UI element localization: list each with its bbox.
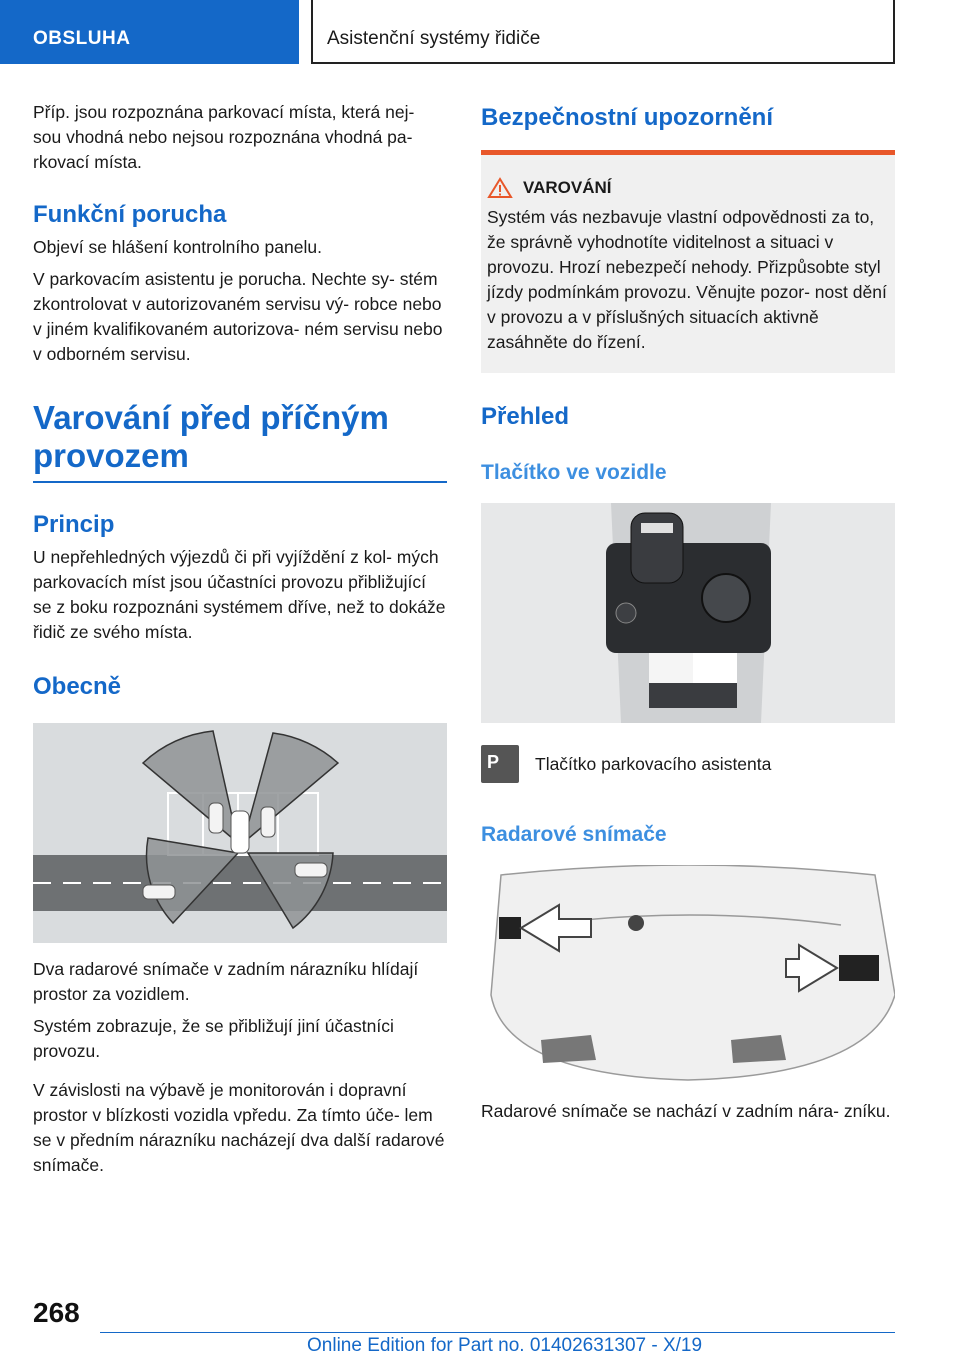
section-label: OBSLUHA <box>33 28 131 49</box>
general-heading: Obecně <box>33 673 122 700</box>
console-svg <box>481 503 895 723</box>
radar-sensor-photo <box>481 865 895 1085</box>
cross-traffic-illustration <box>33 723 447 943</box>
principle-heading: Princip <box>33 511 115 538</box>
button-caption: Tlačítko parkovacího asistenta <box>535 753 772 774</box>
fault-paragraph-1: Objeví se hlášení kontrolního panelu. <box>33 237 322 257</box>
button-legend <box>481 745 895 783</box>
radar-caption: Radarové snímače se nachází v zadním nára- zníku. <box>481 1101 891 1121</box>
fault-paragraph-2: V parkovacím asistentu je porucha. Nechte sy- stém zkontrolovat v autorizovaném servisu vý- robce nebo v jiném kvalifikovaném autorizova- ném servisu nebo v odborném servisu. <box>33 269 443 364</box>
general-paragraph-2: Systém zobrazuje, že se přibližují jiní účastníci provozu. <box>33 1016 394 1061</box>
page-number: 268 <box>33 1297 80 1328</box>
button-heading: Tlačítko ve vozidle <box>481 461 667 484</box>
cross-traffic-svg <box>33 723 447 943</box>
heading-rule <box>33 481 447 483</box>
parking-assistant-icon: P <box>481 745 519 783</box>
right-column <box>481 100 895 1131</box>
principle-paragraph: U nepřehledných výjezdů či při vyjíždění z kol- mých parkovacích míst jsou účastníci provozu přibližující se z boku rozpoznáni systémem dříve, než to dokáže řidič ze svého místa. <box>33 547 446 642</box>
footer-rule <box>100 1332 895 1333</box>
warning-text: Systém vás nezbavuje vlastní odpovědnosti za to, že správně vyhodnotíte viditelnost a situaci v provozu. Hrozí nebezpečí nehody. Přizpůsobte styl jízdy podmínkám provozu. Věnujte pozor- nost dění v provozu a v příslušných situacích aktivně zasáhněte do řízení. <box>487 207 887 352</box>
chapter-label: Asistenční systémy řidiče <box>327 28 541 49</box>
footer-edition: Online Edition for Part no. 01402631307 - X/19 <box>307 1335 703 1356</box>
warning-box <box>481 150 895 373</box>
rear-bumper-svg <box>481 865 895 1085</box>
radar-heading: Radarové snímače <box>481 823 667 846</box>
header-section <box>0 0 299 64</box>
general-paragraph-3: V závislosti na výbavě je monitorován i dopravní prostor v blízkosti vozidla vpředu. Za tímto úče- lem se v předním nárazníku nacházejí dva další radarové snímače. <box>33 1080 445 1175</box>
overview-heading: Přehled <box>481 403 570 430</box>
fault-heading: Funkční porucha <box>33 201 227 228</box>
general-paragraph-1: Dva radarové snímače v zadním nárazníku hlídají prostor za vozidlem. <box>33 959 419 1004</box>
main-heading: Varování před příčným provozem <box>33 399 389 474</box>
intro-paragraph: Příp. jsou rozpoznána parkovací místa, která nej- sou vhodná nebo nejsou rozpoznána vhodná pa- rkovací místa. <box>33 102 415 172</box>
header-chapter <box>311 0 895 64</box>
safety-heading: Bezpečnostní upozornění <box>481 104 774 131</box>
left-column <box>33 100 447 1185</box>
warning-label: VAROVÁNÍ <box>523 178 612 197</box>
warning-title <box>487 177 889 199</box>
console-button-photo <box>481 503 895 723</box>
warning-triangle-icon <box>487 177 513 199</box>
